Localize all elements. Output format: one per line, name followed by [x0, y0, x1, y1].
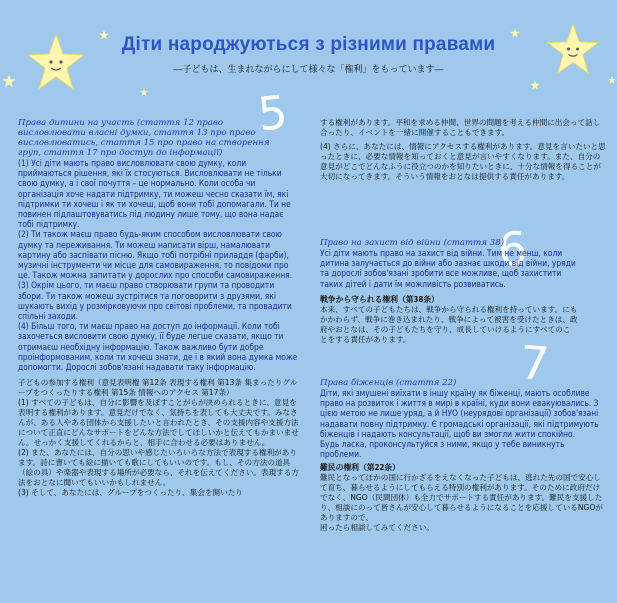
paragraph: Будь ласка, проконсультуйся з ними, якщо у тебе виникнуть проблеми. [320, 439, 565, 460]
paragraph: Усі діти мають право на захист від війни. Тим не менш, коли дитина залучається до війни або зазнає шкоди від війни, уряди та дорослі зобов'язані зробити все можливе, щоб захистити таких дітей і дати їм можливість розвиватись. [320, 248, 576, 289]
section-heading: Права біженців (стаття 22) [320, 378, 457, 388]
star-icon [608, 76, 616, 84]
section-heading: Права дитини на участь (стаття 12 право висловлювати власні думки, стаття 13 про право висловлюватись, стаття 15 про право на створення груп, стаття 17 про доступ до інформації) [18, 118, 270, 158]
jp-paragraph: 難民となってほかの国に行かざるをえなくなった子どもは、逃れた先の国で安心して育ち、暮らせるようにしてもらえる特別の権利があります。そのために政府だけでなく、NGO（民間団体）も全力でサポートする責任があります。難民を支援したり、相談にのって皆さんが安心して暮らせるようになることを応援しているNGOがありますので、 [320, 473, 604, 523]
star-icon [140, 88, 148, 96]
jp-paragraph: (4) さらに、あなたには、情報にアクセスする権利があります。意見を言いたいと思ったときに、必要な情報を知っておくと意見が言いやすくなります。また、自分の意見がどこでどんなふうに役立つのかを知りたいときに、十分な情報を得ることが大切になってきます。そういう情報をおとなは提供する責任があります。 [320, 142, 606, 181]
star-icon [2, 74, 16, 88]
paragraph: (3) Окрім цього, ти маєш право створювати групи та проводити збори. Ти також можеш зустрітися та поговорити з друзями, які шукають вихід у розмірковуючи про світові проблеми, та провадити спільні заходи. [18, 280, 292, 322]
jp-heading: 子どもの参加する権利（意見表明権 第12条 表現する権利 第13条 集まったりグループをつくったりする権利 第15条 情報へのアクセス 第17条） [18, 378, 298, 398]
left-column [18, 118, 300, 498]
jp-paragraph: (1) すべての子どもは、自分に影響を及ぼすことがらが決められるときに、意見を表明する権利があります。意見だけでなく、気持ちを表しても大丈夫です。みなさんが、ある人やある団体から支援したいと言われたとき、その支援内容や支援方法について正直にどんなサポートをどんな方法でしてほしいかと伝えてもかまいません。せっかく支援してくれるからと、相手に合わせる必要はありません。 [18, 398, 299, 448]
page-subtitle: ―子どもは、生まれながらにして様々な「権利」をもっています― [173, 65, 444, 75]
jp-paragraph: (2) また、あなたには、自分の思いや感じたいろいろな方法で表現する権利があります。詩に書いても絵に描いても歌にしてもいいのです。もし、その方法の道具（絵の具）や楽器や表現する場所が必要なら、それを伝えてください。表現する方法をおとなに聞いてもいいかもしれません。 [18, 448, 299, 488]
jp-heading: 難民の権利（第22条） [320, 463, 400, 473]
paragraph: (1) Усі діти мають право висловлювати свою думку, коли приймаються рішення, які їх стосуються. Висловлювати не тільки свою думку, а і свої почуття – це нормально. Коли особа чи організація хоче надати підтримку, ти можеш чесно сказати їм, які підтримки ти хочеш і як ти хочеш, щоб вони тобі допомагали. Ти не повинен підлаштовуватись під людину лише тому, що вона надає тобі підтримку. [18, 158, 291, 230]
paragraph: (2) Ти також маєш право будь-яким способом висловлювати свою думку та переживання. Ти можеш написати вірш, намалювати картину або заспівати пісню. Якщо тобі потрібні приладдя (фарби), музичні інструменти чи місце для самовираження, то повідоми про це. Також можна запитати у дорослих про способи самовираження. [18, 229, 293, 281]
jp-paragraph: 本来、すべての子どもたちは、戦争から守られる権利を持っています。にもかかわらず、戦争に巻き込まれたり、戦争によって被害を受けたときは、政府やおとなは、その子どもたちを守り、成長していけるようにすべてのことをする責任があります。 [320, 304, 578, 344]
section-number-6: 6 [496, 221, 530, 277]
section-number-5: 5 [255, 84, 291, 142]
star-icon [530, 80, 540, 90]
jp-paragraph: 困ったら相談してみてください。 [320, 523, 434, 533]
right-column [320, 118, 606, 182]
page-title: Діти народжуються з різними правами [121, 34, 496, 55]
jp-heading: 戦争から守られる権利（第38条） [320, 294, 439, 304]
jp-paragraph: (3) そして、あなたには、グループをつくったり、集会を開いたり [18, 488, 243, 498]
paragraph: (4) Більш того, ти маєш право на доступ до інформації. Коли тобі захочеться висловити свою думку, її буде легше сказати, якщо ти отримаєш необхідну інформацію. Також важливо бути добре проінформованим, коли ти хочеш знати, де і в який вона думка може допомогти. Дорослі зобов'язані надавати таку інформацію. [18, 321, 298, 373]
section-heading: Право на захист від війни (стаття 38) [320, 238, 505, 248]
refugee-section [320, 378, 606, 533]
war-section [320, 238, 578, 345]
jp-paragraph: する権利があります。平和を求める仲間、世界の問題を考える仲間に出会って話し合ったり、イベントを一緒に開催することもできます。 [320, 118, 601, 137]
section-number-7: 7 [518, 335, 552, 391]
paragraph: Діти, які змушені виїхати в іншу країну як біженці, мають особливе право на розвиток і життя в мирі в країні, куди вони евакуювались. З цією метою не лише уряд, а й НУО (неурядові організації) зобов'язані надавати повну підтримку. Є громадські організації, які підтримують біженців і надають консультації, щоб ви змогли жити спокійно. [320, 388, 599, 439]
